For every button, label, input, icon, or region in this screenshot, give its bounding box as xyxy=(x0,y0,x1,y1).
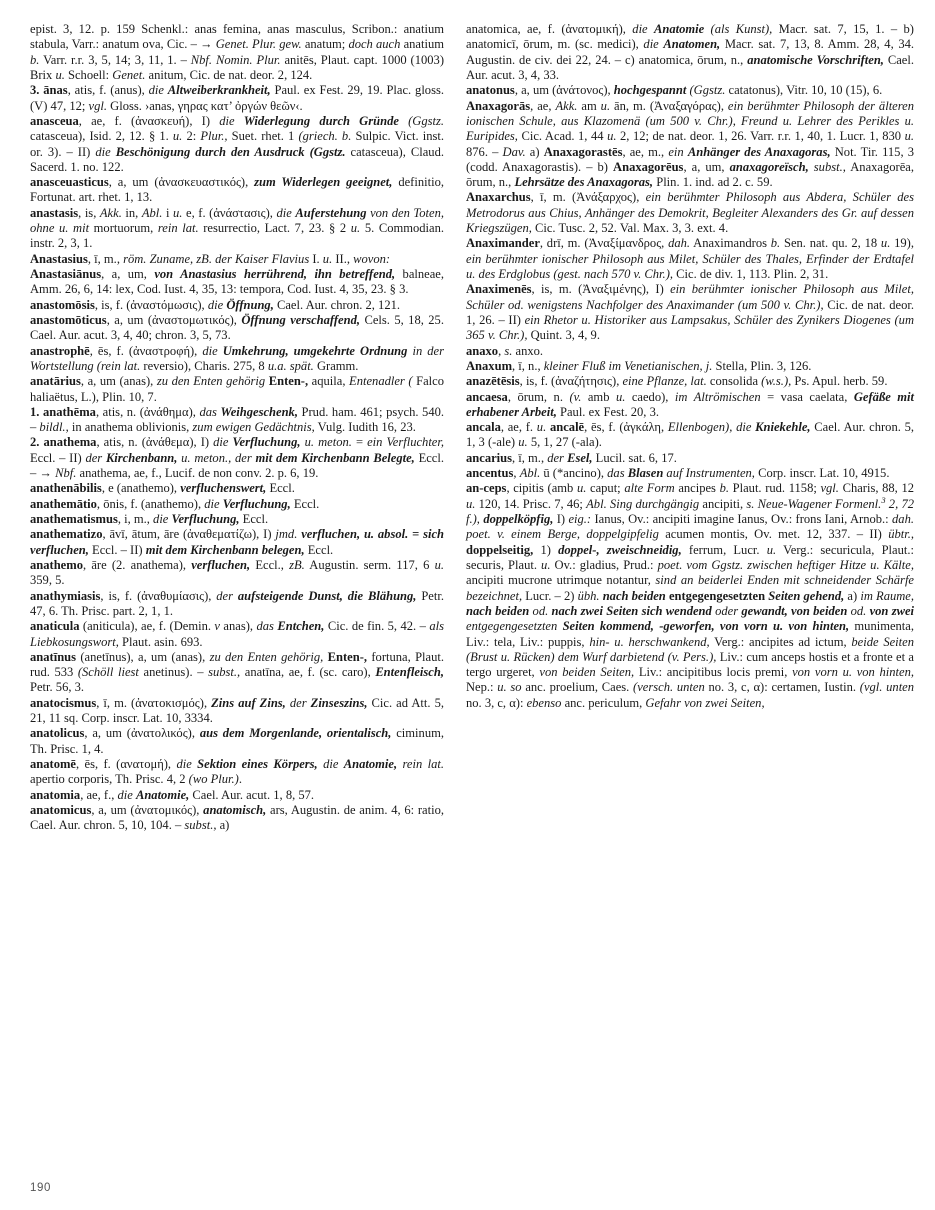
dictionary-entry: anathymiasis, is, f. (ἀναθυμίασις), der aufsteigende Dunst, die Blähung, Petr. 47, 6. Th. Prisc. part. 2, 1, 1. xyxy=(30,588,444,618)
dictionary-entry: anatocismus, ī, m. (ἀνατοκισμός), Zins auf Zins, der Zinseszins, Cic. ad Att. 5, 21, 11 sq. Corp. inscr. Lat. 10, 3334. xyxy=(30,695,444,726)
dictionary-entry: anatomē, ēs, f. (ανατομή), die Sektion eines Körpers, die Anatomie, rein lat. apertio corporis, Th. Prisc. 4, 2 (wo Plur.). xyxy=(30,757,444,787)
dictionary-entry: anatomica, ae, f. (ἀνατομική), die Anatomie (als Kunst), Macr. sat. 7, 15, 1. – b) anatomicī, ōrum, m. (sc. medici), die Anatomen, Macr. sat. 7, 13, 8. Amm. 28, 4, 34. Augustin. de civ. dei 22, 24. – c) anatomica, ōrum, n., anatomische Vorschriften, Cael. Aur. acut. 3, 4, 33. xyxy=(466,22,915,82)
page-number: 190 xyxy=(30,1182,51,1194)
dictionary-entry: anastomōticus, a, um (ἀναστομωτικός), Öffnung verschaffend, Cels. 5, 18, 25. Cael. Aur. acut. 3, 4, 40; chron. 3, 5, 73. xyxy=(30,312,444,343)
dictionary-entry: Anastasius, ī, m., röm. Zuname, zB. der Kaiser Flavius I. u. II., wovon: xyxy=(30,251,391,266)
dictionary-entry: epist. 3, 12. p. 159 Schenkl.: anas femina, anas masculus, Scribon.: anatium stabula, Varr.: anatum ova, Cic. – → Genet. Plur. gew. anatum; doch auch anatium b. Varr. r.r. 3, 5, 14; 3, 11, 1. – Nbf. Nomin. Plur. anitēs, Plaut. capt. 1000 (1003) Brix u. Schoell: Genet. anitum, Cic. de nat. deor. 2, 124. xyxy=(30,22,445,82)
dictionary-entry: Anaximenēs, is, m. (Ἀναξιμένης), I) ein berühmter ionischer Philosoph aus Milet, Schüler od. wenigstens Nachfolger des Anaximander (um 500 v. Chr.), Cic. de nat. deor. 1, 26. – II) ein Rhetor u. Historiker aus Lampsakus, Schüler des Zynikers Diogenes (um 365 v. Chr.), Quint. 3, 4, 9. xyxy=(466,282,915,343)
dictionary-entry: Anaxagorās, ae, Akk. am u. ān, m. (Ἀναξαγόρας), ein berühmter Philosoph der älteren ionischen Schule, aus Klazomenä (um 500 v. Chr.), Freund u. Lehrer des Perikles u. Euripides, Cic. Acad. 1, 44 u. 2, 12; de nat. deor. 1, 26. Varr. r.r. 1, 40, 1. Lucr. 1, 830 u. 876. – Dav. a) Anaxagorastēs, ae, m., ein Anhänger des Anaxagoras, Not. Tir. 115, 3 (codd. Anaxagorastis). – b) Anaxagorēus, a, um, anaxagoreïsch, subst., Anaxagorēa, ōrum, n., Lehrsätze des Anaxagoras, Plin. 1. ind. ad 2. c. 59. xyxy=(466,98,915,190)
dictionary-entry: Anaxum, ī, n., kleiner Fluß im Venetianischen, j. Stella, Plin. 3, 126. xyxy=(466,358,812,373)
dictionary-entry: anatolicus, a, um (ἀνατολικός), aus dem Morgenlande, orientalisch, ciminum, Th. Prisc. 1, 4. xyxy=(30,726,444,756)
dictionary-entry: 2. anathema, atis, n. (ἀνάθεμα), I) die Verfluchung, u. meton. = ein Verfluchter, Eccl. – II) der Kirchenbann, u. meton., der mit dem Kirchenbann Belegte, Eccl. – → Nbf. anathema, ae, f., Lucif. de non conv. 2. p. 6, 19. xyxy=(30,435,444,481)
dictionary-entry: anathemo, āre (2. anathema), verfluchen, Eccl., zB. Augustin. serm. 117, 6 u. 359, 5. xyxy=(30,557,444,588)
dictionary-entry: Anastasiānus, a, um, von Anastasius herrührend, ihn betreffend, balneae, Amm. 26, 6, 14: lex, Cod. Iust. 4, 35, 13: tempora, Cod. Iust. 4, 35, 23. § 3. xyxy=(30,267,444,297)
dictionary-entry: Anaximander, drī, m. (Ἀναξίμανδρος, dah. Anaximandros b. Sen. nat. qu. 2, 18 u. 19), ein berühmter ionischer Philosoph aus Milet, Schüler des Thales, Erfinder der Erdtafel u. des Erdglobus (gest. nach 570 v. Chr.), Cic. de div. 1, 113. Plin. 2, 31. xyxy=(466,236,914,281)
dictionary-entry: anaticula (aniticula), ae, f. (Demin. v anas), das Entchen, Cic. de fin. 5, 42. – als Liebkosungswort, Plaut. asin. 693. xyxy=(30,619,444,649)
column-left xyxy=(30,22,444,1162)
dictionary-entry: ancaesa, ōrum, n. (v. amb u. caedo), im Altrömischen = vasa caelata, Gefäße mit erhabener Arbeit, Paul. ex Fest. 20, 3. xyxy=(466,389,914,419)
dictionary-entry: anathenābilis, e (anathemo), verfluchenswert, Eccl. xyxy=(30,481,295,496)
dictionary-entry: an-ceps, cipitis (amb u. caput; alte Form ancipes b. Plaut. rud. 1158; vgl. Charis, 88, 12 u. 120, 14. Prisc. 7, 46; Abl. Sing durchgängig ancipiti, s. Neue-Wagener Formenl.$^3$ 2, 72 f.), doppelköpfig, I) eig.: Ianus, Ov.: ancipiti imagine Ianus, Ov.: frons Iani, Arnob.: dah. poet. v. einem Berge, doppelgipfelig acumen montis, Ov. met. 12, 337. – II) übtr., doppelseitig, 1) doppel-, zweischneidig, ferrum, Lucr. u. Verg.: securicula, Plaut.: securis, Plaut. u. Ov.: gladius, Prud.: poet. vom Ggstz. zwischen heftiger Hitze u. Kälte, ancipiti mucrone utrimque notantur, sind an beiderlei Enden mit schneidender Schärfe bezeichnet, Lucr. – 2) übh. nach beiden entgegengesetzten Seiten gehend, a) im Raume, nach beiden od. nach zwei Seiten sich wendend oder gewandt, von beiden od. von zwei entgegengesetzten Seiten kommend, -geworfen, von vorn u. von hinten, munimenta, Liv.: tela, Liv.: puppis, hin- u. herschwankend, Verg.: ancipites ad ictum, beide Seiten (Brust u. Rücken) dem Wurf darbietend (v. Pers.), Liv.: cum anceps hostis et a fronte et a tergo urgeret, von beiden Seiten, Liv.: ancipitibus locis premi, von vorn u. von hinten, Nep.: u. so anc. proelium, Caes. (versch. unten no. 3, c, α): certamen, Iustin. (vgl. unten no. 3, c, α): ebenso anc. periculum, Gefahr von zwei Seiten, xyxy=(466,481,915,710)
dictionary-entry: anathematizo, āvī, ātum, āre (ἀναθεματίζω), I) jmd. verfluchen, u. absol. = sich verfluchen, Eccl. – II) mit dem Kirchenbann belegen, Eccl. xyxy=(30,527,444,557)
dictionary-entry: ancarius, ī, m., der Esel, Lucil. sat. 6, 17. xyxy=(466,450,677,465)
dictionary-entry: anastasis, is, Akk. in, Abl. i u. e, f. (ἀνάστασις), die Auferstehung von den Toten, ohne u. mit mortuorum, rein lat. resurrectio, Lact. 7, 23. § 2 u. 5. Commodian. instr. 2, 3, 1. xyxy=(30,205,445,251)
dictionary-entry: anatomia, ae, f., die Anatomie, Cael. Aur. acut. 1, 8, 57. xyxy=(30,787,315,802)
dictionary-entry: 1. anathēma, atis, n. (ἀνάθημα), das Weihgeschenk, Prud. ham. 461; psych. 540. – bildl., in anathema oblivionis, zum ewigen Gedächtnis, Vulg. Iudith 16, 23. xyxy=(30,404,444,435)
dictionary-entry: anathemātio, ōnis, f. (anathemo), die Verfluchung, Eccl. xyxy=(30,496,320,511)
dictionary-entry: anatīnus (anetīnus), a, um (anas), zu den Enten gehörig, Enten-, fortuna, Plaut. rud. 533 (Schöll liest anetinus). – subst., anatīna, ae, f. (sc. caro), Entenfleisch, Petr. 56, 3. xyxy=(30,649,445,695)
column-right xyxy=(466,22,914,1162)
dictionary-entry: anatārius, a, um (anas), zu den Enten gehörig Enten-, aquila, Entenadler ( Falco haliaëtus, L.), Plin. 10, 7. xyxy=(30,374,444,404)
dictionary-entry: anastomōsis, is, f. (ἀναστόμωσις), die Öffnung, Cael. Aur. chron. 2, 121. xyxy=(30,297,401,312)
dictionary-entry: ancala, ae, f. u. ancalē, ēs, f. (ἀγκάλη, Ellenbogen), die Kniekehle, Cael. Aur. chron. 5, 1, 3 (-ale) u. 5, 1, 27 (-ala). xyxy=(466,420,915,450)
dictionary-entry: anasceua, ae, f. (ἀνασκευή), I) die Widerlegung durch Gründe (Ggstz. catasceua), Isid. 2, 12. § 1. u. 2: Plur., Suet. rhet. 1 (griech. b. Sulpic. Vict. inst. or. 3). – II) die Beschönigung durch den Ausdruck (Ggstz. catasceua), Claud. Sacerd. 1. no. 122. xyxy=(30,113,444,174)
dictionary-entry: anasceuasticus, a, um (ἀνασκευαστικός), zum Widerlegen geeignet, definitio, Fortunat. art. rhet. 1, 13. xyxy=(30,175,444,205)
page-columns xyxy=(30,22,915,1162)
dictionary-entry: ancentus, Abl. ū (*ancino), das Blasen auf Instrumenten, Corp. inscr. Lat. 10, 4915. xyxy=(466,466,890,481)
dictionary-entry: Anaxarchus, ī, m. (Ἀνάξαρχος), ein berühmter Philosoph aus Abdera, Schüler des Metrodorus aus Chius, Anhänger des Demokrit, Begleiter Alexanders des Gr. auf dessen Kriegszügen, Cic. Tusc. 2, 52. Val. Max. 3, 3. ext. 4. xyxy=(466,190,914,236)
dictionary-entry: anaxo, s. anxo. xyxy=(466,343,544,358)
dictionary-entry: anazētēsis, is, f. (ἀναζήτησις), eine Pflanze, lat. consolida (w.s.), Ps. Apul. herb. 59. xyxy=(466,374,888,389)
dictionary-entry: anatonus, a, um (ἀνάτονος), hochgespannt (Ggstz. catatonus), Vitr. 10, 10 (15), 6. xyxy=(466,83,883,98)
dictionary-entry: anathematismus, i, m., die Verfluchung, Eccl. xyxy=(30,512,269,526)
dictionary-entry: anastrophē, ēs, f. (ἀναστροφή), die Umkehrung, umgekehrte Ordnung in der Wortstellung (rein lat. reversio), Charis. 275, 8 u.a. spät. Gramm. xyxy=(30,343,444,373)
dictionary-entry: 3. ānas, atis, f. (anus), die Altweiberkrankheit, Paul. ex Fest. 29, 19. Plac. gloss. (V) 47, 12; vgl. Gloss. ›anas, γηρας κατ’ ὀργών θεῶν‹. xyxy=(30,83,444,113)
dictionary-entry: anatomicus, a, um (ἀνατομικός), anatomisch, ars, Augustin. de anim. 4, 6: ratio, Cael. Aur. chron. 5, 10, 104. – subst., a) xyxy=(30,802,444,833)
